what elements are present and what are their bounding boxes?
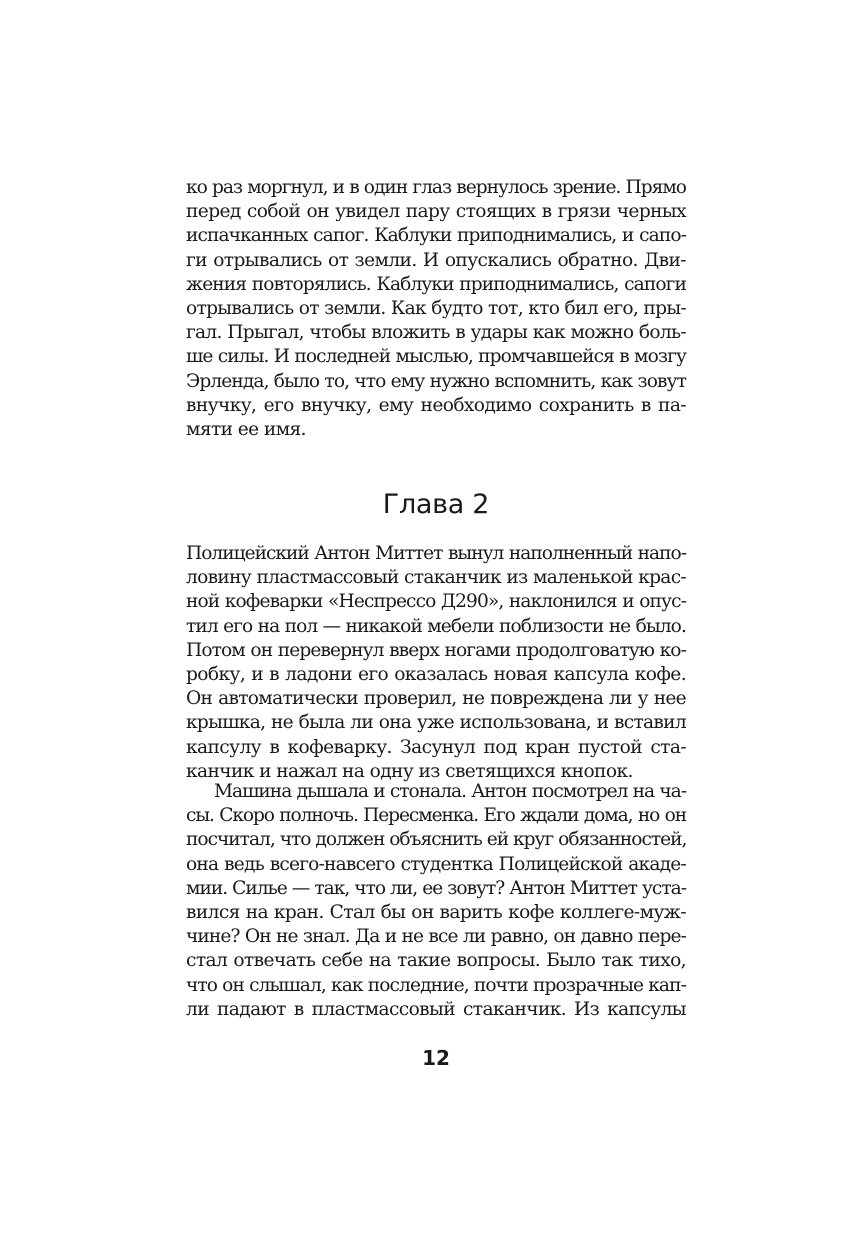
text-line: ги отрывались от земли. И опускались обратно. Дви- (186, 249, 686, 271)
text-line: ли падают в пластмассовый стаканчик. Из капсулы (186, 998, 686, 1020)
text-line: мии. Силье — так, что ли, ее зовут? Антон Миттет уста- (186, 877, 686, 899)
text-line: крышка, не была ли она уже использована, и вставил (186, 712, 686, 734)
text-line: посчитал, что должен объяснить ей круг обязанностей, (186, 829, 687, 851)
text-line: она ведь всего-навсего студентка Полицейской акаде- (186, 853, 686, 875)
text-line: чине? Он не знал. Да и не все ли равно, он давно пере- (186, 926, 686, 948)
text-line: ловину пластмассовый стаканчик из маленькой крас- (186, 567, 686, 589)
text-line: Он автоматически проверил, не повреждена ли у нее (186, 688, 686, 710)
text-line: тил его на пол — никакой мебели поблизости не было. (186, 615, 686, 637)
text-line: жения повторялись. Каблуки приподнимались, сапоги (186, 273, 686, 295)
text-line: ше силы. И последней мыслью, промчавшейся в мозгу (186, 346, 686, 368)
text-line: испачканных сапог. Каблуки приподнимались, и сапо- (186, 225, 686, 247)
text-line: канчик и нажал на одну из светящихся кнопок. (186, 760, 633, 782)
text-line: вился на кран. Стал бы он варить кофе коллеге-муж- (186, 901, 686, 923)
text-line: Потом он перевернул вверх ногами продолговатую ко- (186, 639, 686, 661)
paragraph-1 (186, 542, 686, 784)
paragraph-2 (186, 780, 686, 1022)
page-number: 12 (422, 1046, 450, 1070)
text-line: ко раз моргнул, и в один глаз вернулось зрение. Прямо (186, 177, 686, 198)
text-line: сы. Скоро полночь. Пересменка. Его ждали дома, но он (186, 805, 686, 827)
text-line: отрывались от земли. Как будто тот, кто бил его, пры- (186, 297, 686, 319)
text-line: капсулу в кофеварку. Засунул под кран пустой ста- (186, 736, 686, 758)
top-paragraph (186, 176, 686, 442)
text-line: Эрленда, было то, что ему нужно вспомнить, как зовут (186, 370, 686, 392)
text-line: внучку, его внучку, ему необходимо сохранить в па- (186, 394, 686, 416)
text-line: перед собой он увидел пару стоящих в грязи черных (186, 201, 686, 223)
text-line: гал. Прыгал, чтобы вложить в удары как можно боль- (186, 322, 686, 344)
text-line: Полицейский Антон Миттет вынул наполненный напо- (186, 543, 686, 564)
text-line: робку, и в ладони его оказалась новая капсула кофе. (186, 663, 686, 685)
text-line: ной кофеварки «Неспрессо Д290», наклонился и опус- (186, 591, 686, 613)
text-line: мяти ее имя. (186, 418, 306, 440)
text-line: что он слышал, как последние, почти прозрачные кап- (186, 974, 686, 996)
chapter-title: Глава 2 (382, 489, 490, 520)
text-line: Машина дышала и стонала. Антон посмотрел на ча- (214, 781, 686, 802)
text-line: стал отвечать себе на такие вопросы. Было так тихо, (186, 950, 686, 972)
